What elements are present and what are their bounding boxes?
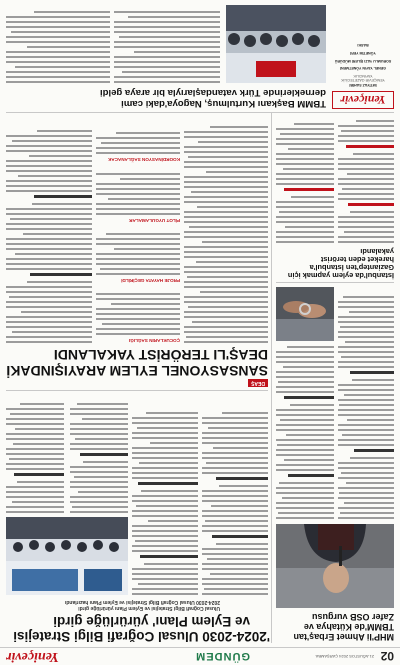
imprint-line-4: YÖNETİM YERİ [350, 51, 376, 56]
photo-handcuffed-suspect [276, 287, 334, 341]
left-lower-headline-2: Gaziantep'ten İstanbul'a [309, 263, 394, 272]
left-divider [276, 282, 394, 283]
text-lines [184, 117, 268, 343]
section-divider [6, 390, 268, 391]
center-story-text-col-1 [184, 117, 268, 343]
left-story-headline-1: MHP'li Ahmet Erbaş'tan [293, 632, 394, 642]
text-lines [96, 227, 180, 275]
page-date: 21 AĞUSTOS 2024 ÇARŞAMBA [315, 654, 374, 659]
left-story-text-col-1 [338, 287, 394, 519]
bottom-story-headline-1: TBMM Başkanı Kurtulmuş, Nagoya'daki cami [121, 98, 326, 109]
bottom-divider [6, 112, 394, 113]
bottom-story-headline-2: derneklerinde Türk vatandaşlarıyla bir araya geldi [99, 87, 326, 98]
top-story-subhead-2: 2024-2030 Ulusal Coğrafi Bilgi Stratejisi ve Eylem Planı hazırlandı [64, 599, 220, 605]
masthead-logo: Yeniçevir [6, 649, 59, 664]
left-lower-text-col-2 [276, 115, 334, 243]
text-lines [96, 167, 180, 215]
center-box-2: PROJE HAYATA GEÇİRİLDİ [121, 277, 180, 283]
bottom-story-text-col-2 [6, 5, 110, 83]
left-story-text-col-2 [276, 287, 334, 519]
left-story-photo [276, 524, 394, 608]
left-lower-headline-1: İstanbul'da eylem yapmak için [287, 271, 394, 280]
center-story-kicker: DEAŞ [248, 379, 268, 387]
imprint-title: İMTİYAZ SAHİBİ [349, 83, 377, 87]
text-lines [96, 287, 180, 335]
left-story-headline-2: TBMM'de Kütahya ve [303, 622, 394, 632]
top-story-photo [6, 517, 128, 595]
top-story-headline-2: ve Eylem Planı' yürürlüğe girdi [53, 614, 250, 629]
text-lines [6, 117, 92, 343]
center-story-text-col-2 [96, 117, 180, 343]
imprint-line-3: SORUMLU YAZI İŞLERİ MÜDÜRÜ [334, 58, 392, 63]
top-story-text-col-2 [132, 395, 198, 595]
photo-speaker-at-podium [276, 524, 394, 608]
center-story-text-col-3 [6, 117, 92, 343]
photo-conference-room [6, 517, 128, 595]
imprint-logo-box [332, 91, 394, 109]
bottom-story-text-col-1 [114, 5, 220, 83]
top-story-text-col-3 [6, 395, 128, 513]
top-story-text-col-1 [202, 395, 268, 595]
imprint [332, 43, 394, 87]
left-lower-text-col-1 [338, 115, 394, 243]
imprint-line-1: YENİÇEVİR GAZETECİLİK YAYINCILIK [341, 73, 385, 83]
imprint-logo: Yeniçevir [340, 93, 386, 107]
text-lines [114, 5, 220, 83]
column-divider [271, 113, 272, 643]
text-lines [96, 124, 180, 154]
text-lines [202, 395, 268, 595]
text-lines [276, 115, 334, 243]
center-story-headline-1: SANSASYONEL EYLEM ARAYIŞINDAKİ [6, 363, 268, 379]
imprint-line-5: BASKI [357, 43, 369, 48]
bottom-story-photo [226, 5, 326, 83]
center-story-headline-2: DEAŞ'LI TERÖRİST YAKALANDI [53, 347, 268, 363]
left-story-headline-3: Zafer OSB vurgusu [311, 612, 394, 622]
left-lower-headline-4: yakalandı [360, 247, 394, 256]
section-label: GÜNDEM [195, 650, 250, 662]
left-lower-headline-3: hareket eden terörist [320, 255, 394, 264]
photo-meeting-hall [226, 5, 326, 83]
page-number: 02 [380, 649, 394, 663]
text-lines [6, 5, 110, 83]
text-lines [6, 395, 128, 513]
text-lines [132, 395, 198, 595]
center-box-1: ÇOCUKLARIN SAĞLIĞI [128, 338, 180, 343]
center-box-3: PİLOT UYGULAMALAR [129, 217, 180, 223]
top-story-subhead-1: Ulusal Coğrafi Bilgi Stratejisi ve Eylem Planı yürürlüğe girdi [78, 605, 220, 611]
text-lines [338, 287, 394, 519]
page-header [0, 647, 400, 665]
left-story-inset-photo [276, 287, 334, 341]
text-lines [338, 115, 394, 243]
imprint-line-2: GENEL YAYIN YÖNETMENİ [340, 66, 386, 71]
center-box-4: KOORDİNASYON SAĞLANACAK [108, 157, 180, 163]
top-story-headline-1: '2024-2030 Ulusal Coğrafi Bilgi Stratejisi [13, 629, 270, 644]
